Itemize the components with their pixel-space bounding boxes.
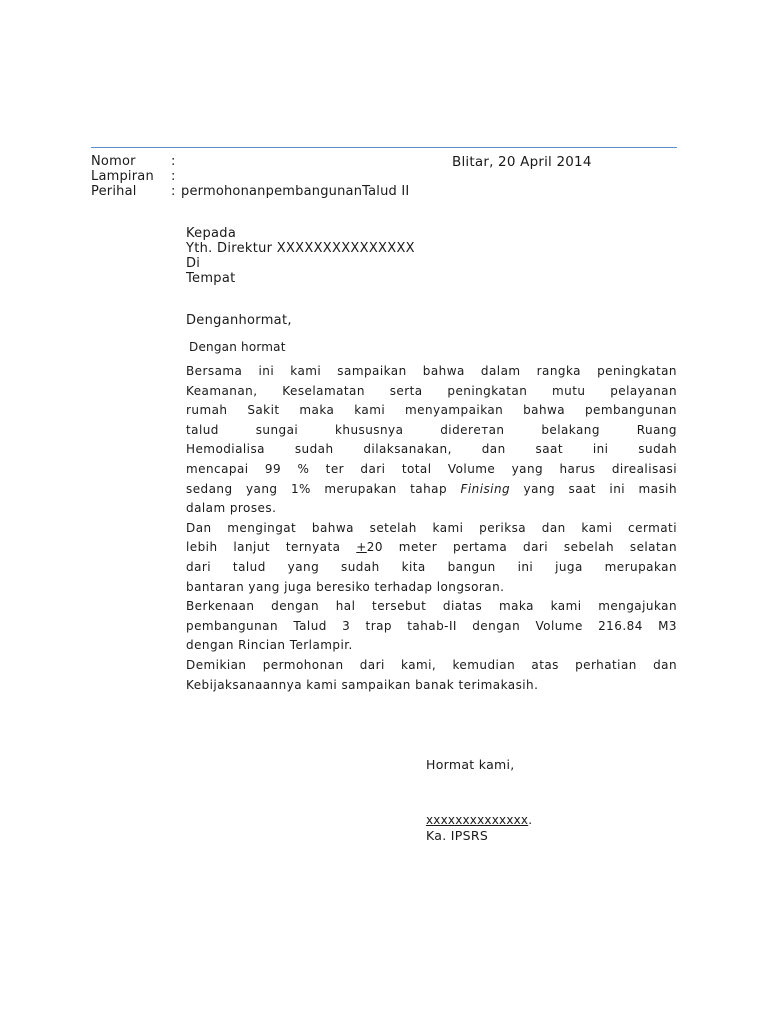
lampiran-colon: : — [171, 169, 176, 184]
recipient-name: Yth. Direktur XXXXXXXXXXXXXXX — [186, 241, 415, 256]
body-line: pembangunan Talud 3 trap tahab-II dengan Volume 216.84 M3 — [186, 618, 677, 633]
body-line: talud sungai khususnya diderетan belakang Ruang — [186, 422, 677, 437]
body-line: dengan Rincian Terlampir. — [186, 638, 353, 653]
perihal-value: permohonanpembangunanTalud II — [181, 184, 410, 199]
closing-salutation: Hormat kami, — [426, 757, 515, 772]
body-text-span: lebih lanjut ternyata — [186, 540, 357, 555]
body-text-span: sedang yang 1% merupakan tahap — [186, 481, 461, 496]
signatory-name — [426, 813, 532, 827]
plus-minus-sign: + — [356, 540, 367, 555]
body-line: mencapai 99 % ter dari total Volume yang harus direalisasi — [186, 461, 677, 476]
body-text-span: 20 meter pertama dari sebelah selatan — [366, 540, 678, 555]
body-line: rumah Sakit maka kami menyampaikan bahwa pembangunan — [186, 403, 677, 418]
body-line: Berkenaan dengan hal tersebut diatas maka kami mengajukan — [186, 599, 677, 614]
paragraph-2 — [186, 519, 677, 597]
perihal-row — [91, 184, 409, 199]
body-line: Demikian permohonan dari kami, kemudian atas perhatian dan — [186, 657, 677, 672]
body-line — [186, 538, 677, 558]
recipient-di: Di — [186, 256, 201, 271]
body-line: bantaran yang juga beresiko terhadap longsoran. — [186, 579, 505, 594]
lampiran-label: Lampiran — [91, 169, 154, 184]
nomor-row — [91, 154, 181, 169]
body-line — [186, 480, 677, 500]
greeting-line-2: Dengan hormat — [189, 340, 286, 354]
paragraph-1 — [186, 362, 677, 519]
signatory-name-text: xxxxxxxxxxxxxx — [426, 813, 529, 827]
lampiran-row — [91, 169, 181, 184]
letter-body — [186, 362, 677, 695]
body-line: dari talud yang sudah kita bangun ini juga merupakan — [186, 559, 677, 574]
body-line: Dan mengingat bahwa setelah kami periksa dan kami cermati — [186, 520, 677, 535]
body-line: Kebijaksanaannya kami sampaikan banak terimakasih. — [186, 677, 539, 692]
body-text-span: yang saat ini masih — [510, 481, 678, 496]
signatory-title: Ka. IPSRS — [426, 828, 489, 843]
nomor-colon: : — [171, 154, 176, 169]
recipient-kepada: Kepada — [186, 226, 237, 241]
perihal-label: Perihal — [91, 184, 137, 199]
body-line: Hemodialisa sudah dilaksanakan, dan saat ini sudah — [186, 442, 677, 457]
perihal-colon: : — [171, 184, 176, 199]
body-line: Bersama ini kami sampaikan bahwa dalam rangka peningkatan — [186, 364, 677, 378]
paragraph-4 — [186, 656, 677, 695]
paragraph-3 — [186, 597, 677, 656]
letter-date: Blitar, 20 April 2014 — [452, 154, 592, 170]
recipient-tempat: Tempat — [186, 271, 236, 286]
signatory-name-suffix: . — [528, 813, 533, 827]
emphasis-finising: Finising — [460, 481, 511, 496]
body-line: Keamanan, Keselamatan serta peningkatan mutu pelayanan — [186, 383, 677, 398]
greeting-line-1: Denganhormat, — [186, 313, 292, 328]
nomor-label: Nomor — [91, 154, 136, 169]
body-line: dalam proses. — [186, 501, 277, 516]
header-rule — [91, 147, 677, 148]
